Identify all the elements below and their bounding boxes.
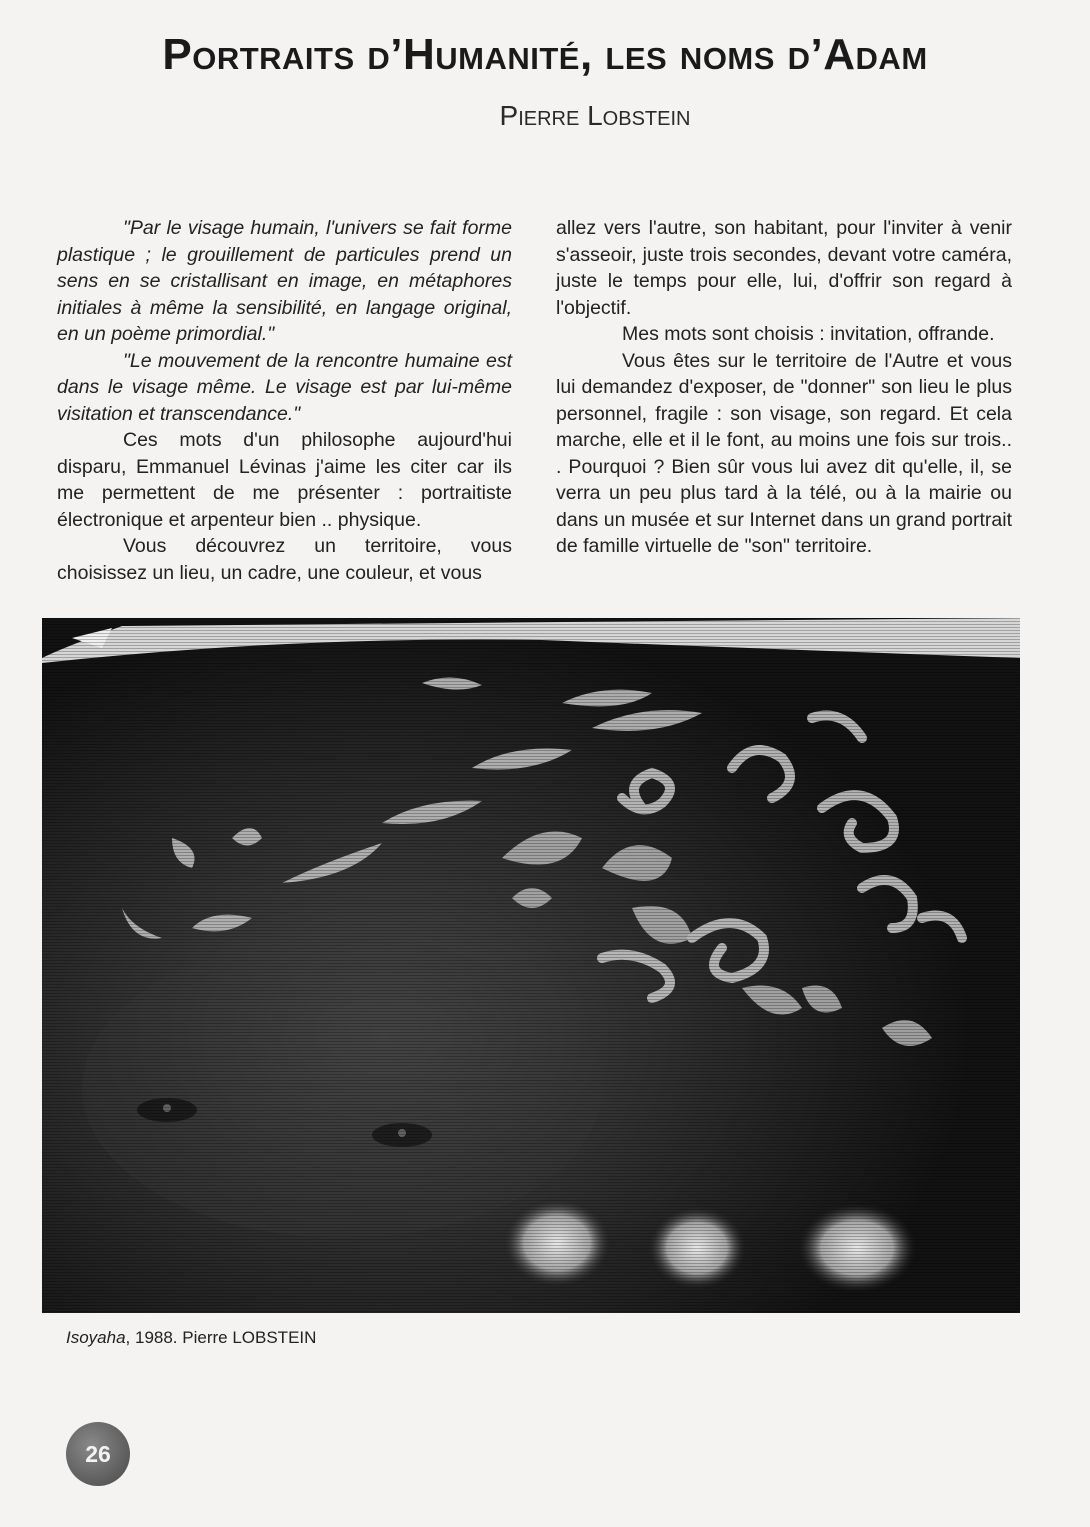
- caption-title: Isoyaha: [66, 1328, 126, 1347]
- photo-caption: [66, 1328, 316, 1348]
- quote-paragraph: "Le mouvement de la rencontre humaine est dans le visage même. Le visage est par lui-même visitation et transcendance.": [57, 349, 512, 425]
- body-paragraph: Vous êtes sur le territoire de l'Autre et vous lui demandez d'exposer, de "donner" son lieu le plus personnel, fragile : son visage, son regard. Et cela marche, elle et il le font, au moins une fois sur trois.. . Pourquoi ? Bien sûr vous lui avez dit qu'elle, il, se verra un peu plus tard à la télé, ou à la mairie ou dans un musée et sur Internet dans un grand portrait de famille virtuelle de "son" territoire.: [556, 349, 1012, 557]
- text-column-right: [556, 215, 1012, 560]
- caption-credit: , 1988. Pierre LOBSTEIN: [125, 1328, 317, 1347]
- body-paragraph: allez vers l'autre, son habitant, pour l'inviter à venir s'asseoir, juste trois secondes, devant votre caméra, juste le temps pour elle, lui, d'offrir son regard à l'objectif.: [556, 217, 1012, 319]
- page-number: 26: [85, 1440, 111, 1467]
- body-paragraph: Ces mots d'un philosophe aujourd'hui disparu, Emmanuel Lévinas j'aime les citer car ils me permettent de me présenter : portraitiste électronique et arpenteur bien .. physique.: [57, 429, 512, 531]
- article-author: Pierre Lobstein: [499, 100, 691, 131]
- page-number-badge: [66, 1422, 130, 1486]
- body-paragraph: Vous découvrez un territoire, vous choisissez un lieu, un cadre, une couleur, et vous: [57, 535, 512, 584]
- text-column-left: [57, 215, 512, 586]
- body-paragraph: Mes mots sont choisis : invitation, offrande.: [622, 323, 995, 345]
- portrait-photo: [42, 618, 1020, 1313]
- quote-paragraph: "Par le visage humain, l'univers se fait forme plastique ; le grouillement de particules prend un sens en se cristallisant en image, en métaphores initiales à même la sensibilité, en langage original, en un poème primordial.": [57, 217, 512, 345]
- article-title: Portraits d’Humanité, les noms d’Adam: [162, 30, 928, 79]
